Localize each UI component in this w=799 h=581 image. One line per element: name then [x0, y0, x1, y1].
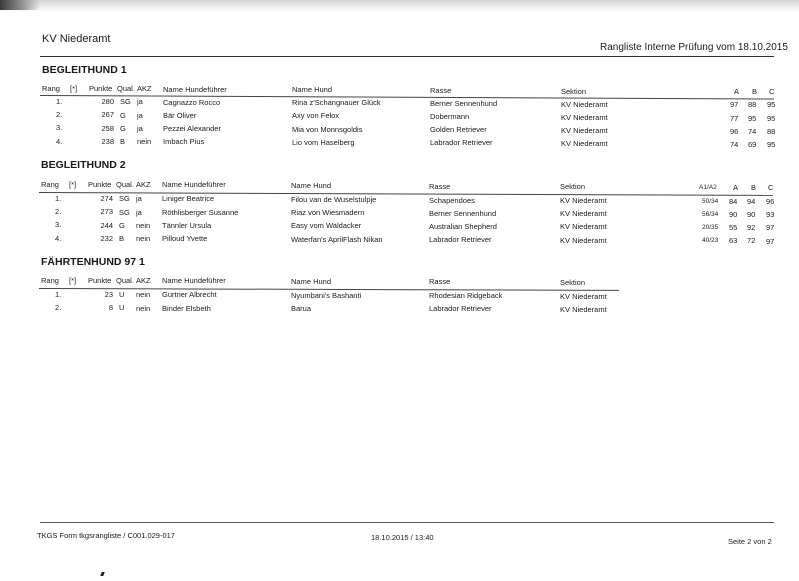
cell-akz: ja — [137, 97, 143, 107]
column-header-star: [*] — [69, 180, 77, 190]
column-header-a1a2: A1/A2 — [699, 183, 717, 191]
cell-hund: Riaz von Wiesmadern — [291, 208, 365, 218]
cell-rasse: Labrador Retriever — [429, 235, 492, 245]
column-header-c: C — [769, 87, 775, 97]
cell-akz: ja — [136, 194, 142, 204]
cell-hund: Barua — [291, 304, 312, 313]
column-header-a: A — [733, 182, 739, 192]
column-header-rang: Rang — [41, 276, 59, 285]
cell-b: 69 — [748, 139, 757, 149]
cell-qual: G — [120, 110, 126, 120]
cell-rang: 2. — [56, 110, 63, 120]
cell-hund: Filou van de Wuselstulpje — [291, 195, 377, 204]
cell-fuehrer: Tännler Ursula — [162, 220, 212, 230]
column-header-b: B — [752, 87, 758, 97]
column-header-rasse: Rasse — [429, 277, 451, 287]
cell-punkte: 280 — [101, 97, 114, 107]
cell-c: 88 — [767, 126, 776, 136]
cell-b: 95 — [748, 113, 757, 123]
column-header-rang: Rang — [42, 84, 60, 93]
cell-akz: nein — [136, 303, 151, 313]
cell-b: 90 — [747, 210, 756, 220]
section-title: BEGLEITHUND 1 — [42, 64, 127, 76]
cell-c: 97 — [766, 223, 775, 233]
cell-fuehrer: Bär Oliver — [163, 110, 197, 120]
column-header-fuehrer: Name Hundeführer — [162, 180, 226, 190]
cell-sektion: KV Niederamt — [561, 99, 608, 109]
cell-c: 95 — [767, 113, 776, 123]
header-divider — [40, 56, 774, 57]
column-header-hund: Name Hund — [291, 181, 332, 190]
cell-a: 84 — [729, 196, 738, 206]
cell-fuehrer: Binder Elsbeth — [162, 303, 211, 313]
column-header-punkte: Punkte — [88, 180, 112, 190]
section-title: FÄHRTENHUND 97 1 — [41, 256, 145, 268]
column-header-sektion: Sektion — [560, 182, 586, 192]
column-header-qual: Qual. — [117, 84, 135, 94]
cell-rasse: Berner Sennenhund — [429, 208, 497, 218]
cell-fuehrer: Pilloud Yvette — [162, 234, 208, 244]
cell-c: 93 — [766, 210, 775, 220]
cell-rang: 4. — [55, 233, 62, 243]
cell-punkte: 274 — [100, 194, 113, 204]
cell-akz: nein — [136, 220, 151, 230]
footer-datetime: 18.10.2015 / 13:40 — [371, 533, 434, 542]
section-header-rule — [40, 95, 774, 100]
cell-qual: B — [119, 233, 125, 243]
cell-rasse: Labrador Retriever — [429, 304, 492, 314]
cell-a1a2: 56/34 — [702, 210, 719, 218]
cell-b: 72 — [747, 236, 756, 246]
section-title: BEGLEITHUND 2 — [41, 159, 126, 171]
cell-a: 96 — [730, 126, 739, 136]
cell-rang: 2. — [55, 207, 62, 217]
cell-b: 74 — [748, 126, 757, 136]
cell-sektion: KV Niederamt — [561, 139, 608, 149]
column-header-rasse: Rasse — [429, 181, 451, 191]
cell-rasse: Berner Sennenhund — [430, 98, 498, 108]
cell-c: 95 — [767, 100, 776, 110]
cell-sektion: KV Niederamt — [560, 304, 607, 314]
cell-rang: 1. — [55, 290, 62, 300]
column-header-c: C — [768, 182, 774, 192]
cell-fuehrer: Gurtner Albrecht — [162, 290, 217, 300]
column-header-hund: Name Hund — [292, 85, 333, 95]
footer-divider — [40, 522, 774, 523]
cell-sektion: KV Niederamt — [560, 291, 607, 301]
cell-sektion: KV Niederamt — [560, 196, 607, 206]
cell-b: 92 — [747, 223, 756, 233]
cell-a1a2: 20/35 — [702, 224, 719, 232]
cell-rang: 2. — [55, 303, 62, 313]
column-header-akz: AKZ — [136, 276, 151, 286]
cell-sektion: KV Niederamt — [560, 222, 607, 232]
column-header-rang: Rang — [41, 180, 59, 189]
cell-b: 88 — [748, 100, 757, 110]
cell-rasse: Rhodesian Ridgeback — [429, 291, 503, 301]
cell-punkte: 23 — [104, 290, 113, 300]
cell-c: 95 — [767, 140, 776, 150]
cell-qual: G — [120, 123, 126, 133]
cell-qual: G — [119, 220, 125, 230]
cell-punkte: 232 — [100, 233, 113, 243]
cell-hund: Easy vom Waldacker — [291, 221, 362, 231]
cell-c: 97 — [766, 236, 775, 246]
cell-akz: ja — [137, 110, 143, 120]
cell-akz: nein — [136, 290, 151, 300]
footer-page-number: Seite 2 von 2 — [728, 537, 772, 546]
cell-hund: Nyumbani's Bashanti — [291, 290, 362, 300]
column-header-qual: Qual. — [116, 276, 134, 286]
cell-sektion: KV Niederamt — [561, 112, 608, 122]
cell-sektion: KV Niederamt — [560, 209, 607, 219]
column-header-punkte: Punkte — [88, 276, 112, 286]
column-header-a: A — [734, 87, 740, 97]
footer-form-id: TKGS Form tkgsrangliste / C001.029-017 — [37, 531, 175, 540]
column-header-hund: Name Hund — [291, 276, 332, 286]
cell-rang: 3. — [55, 220, 62, 230]
cell-b: 94 — [747, 196, 756, 206]
column-header-fuehrer: Name Hundeführer — [163, 84, 227, 94]
cell-rasse: Golden Retriever — [430, 125, 487, 135]
cell-fuehrer: Pezzei Alexander — [163, 123, 221, 133]
column-header-star: [*] — [69, 276, 77, 286]
cell-fuehrer: Cagnazzo Rocco — [163, 97, 221, 107]
column-header-rasse: Rasse — [430, 85, 452, 95]
scan-corner-mark — [0, 0, 40, 10]
cell-punkte: 8 — [108, 303, 113, 313]
cell-rasse: Australian Shepherd — [429, 221, 497, 231]
cell-hund: Axy von Felox — [292, 111, 340, 121]
cell-a1a2: 50/34 — [702, 197, 719, 205]
cell-a: 63 — [729, 236, 738, 246]
cell-a1a2: 40/23 — [702, 237, 719, 245]
cell-hund: Rina z'Schangnauer Glück — [292, 98, 381, 108]
cell-rang: 3. — [56, 123, 63, 133]
cell-punkte: 267 — [101, 110, 114, 120]
cell-qual: SG — [119, 207, 130, 217]
section-header-rule — [39, 192, 773, 196]
page-title-right: Rangliste Interne Prüfung vom 18.10.2015 — [600, 42, 788, 53]
cell-qual: B — [120, 136, 126, 146]
cell-fuehrer: Röthlisberger Susanne — [162, 207, 239, 217]
cell-sektion: KV Niederamt — [561, 125, 608, 135]
cell-a: 74 — [730, 139, 739, 149]
cell-fuehrer: Imbach Pius — [163, 137, 205, 147]
cell-a: 97 — [730, 100, 739, 110]
cell-rasse: Schapendoes — [429, 195, 475, 205]
scan-edge-shadow — [0, 0, 799, 12]
page-title-left: KV Niederamt — [42, 33, 111, 45]
cell-a: 77 — [730, 113, 739, 123]
cell-hund: Mia von Monnsgoldis — [292, 124, 363, 134]
cell-hund: Lio vom Haselberg — [292, 137, 355, 147]
column-header-akz: AKZ — [136, 180, 151, 190]
column-header-sektion: Sektion — [561, 86, 587, 96]
cell-sektion: KV Niederamt — [560, 235, 607, 245]
scan-speck — [100, 572, 104, 576]
column-header-fuehrer: Name Hundeführer — [162, 276, 226, 286]
column-header-akz: AKZ — [137, 84, 152, 94]
cell-punkte: 238 — [101, 136, 114, 146]
cell-qual: SG — [119, 194, 130, 204]
cell-rang: 1. — [55, 194, 62, 204]
cell-c: 96 — [766, 196, 775, 206]
cell-rang: 4. — [56, 136, 63, 146]
cell-hund: Waterfan's AprilFlash Nikan — [291, 234, 383, 244]
cell-rasse: Dobermann — [430, 112, 470, 122]
column-header-punkte: Punkte — [89, 84, 113, 94]
cell-akz: nein — [137, 137, 152, 147]
cell-akz: ja — [136, 207, 142, 217]
cell-punkte: 258 — [101, 123, 114, 133]
column-header-b: B — [751, 182, 757, 192]
cell-qual: U — [119, 303, 125, 313]
cell-a: 90 — [729, 209, 738, 219]
cell-akz: nein — [136, 233, 151, 243]
cell-akz: ja — [137, 123, 143, 133]
column-header-qual: Qual. — [116, 180, 134, 190]
cell-qual: U — [119, 290, 125, 300]
cell-rasse: Labrador Retriever — [430, 138, 493, 148]
column-header-star: [*] — [70, 84, 78, 94]
cell-fuehrer: Liniger Beatrice — [162, 194, 215, 204]
cell-rang: 1. — [56, 97, 63, 107]
cell-a: 55 — [729, 223, 738, 233]
column-header-sektion: Sektion — [560, 277, 586, 287]
cell-punkte: 244 — [100, 220, 113, 230]
cell-punkte: 273 — [100, 207, 113, 217]
cell-qual: SG — [120, 97, 131, 107]
